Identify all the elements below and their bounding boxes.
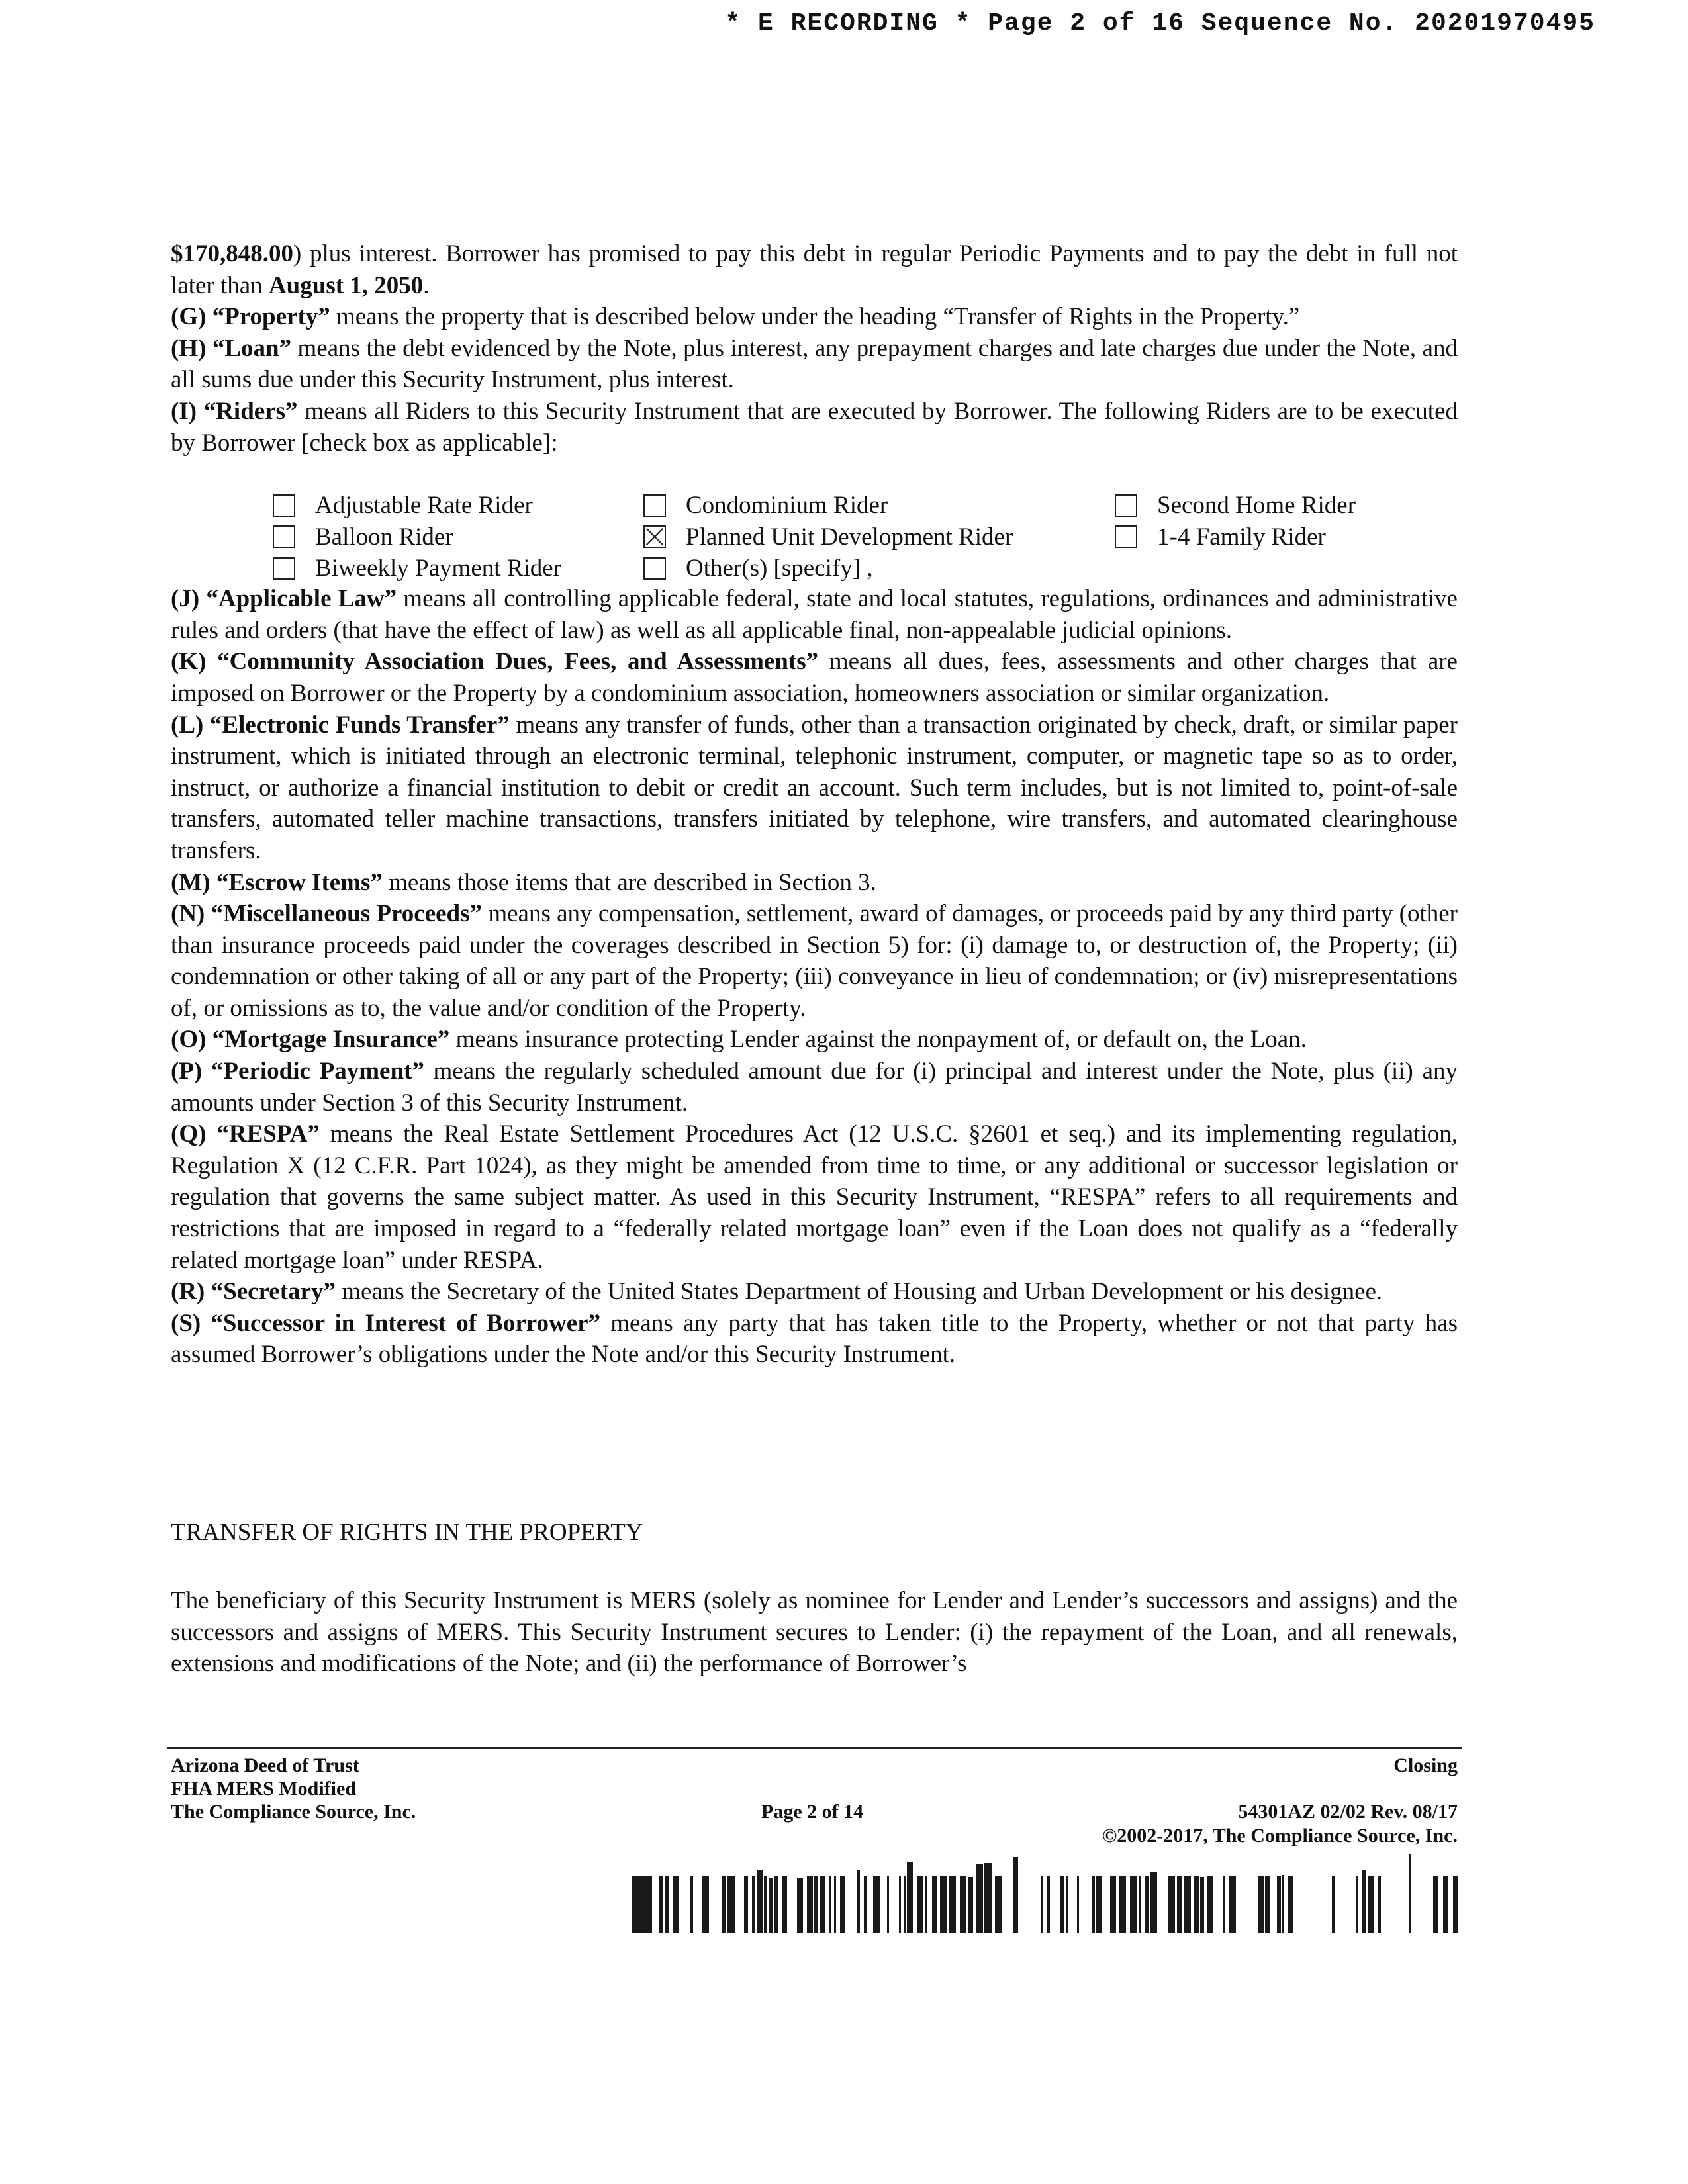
rider-condominium xyxy=(643,490,888,522)
definition-g xyxy=(171,301,1458,333)
definition-p xyxy=(171,1056,1458,1118)
barcode-bar xyxy=(1332,1876,1335,1933)
barcode-bar xyxy=(829,1876,831,1933)
barcode-bar xyxy=(968,1877,973,1933)
barcode-bar xyxy=(1130,1876,1137,1933)
barcode-bar xyxy=(1229,1876,1236,1933)
definition-m xyxy=(171,867,1458,899)
checkbox[interactable] xyxy=(1115,494,1137,517)
barcode-bar xyxy=(673,1876,679,1933)
barcode-bar xyxy=(797,1878,803,1933)
checkmark-x-icon xyxy=(645,527,665,547)
definition-text: means any compensation, settlement, award of damages, or proceeds paid by any third party (other than insurance proceeds paid under the coverages described in Section 5) for: (i) damage to, or destruction of, the Property; (ii) condemnation or other taking of all or any part of the Property; (iii) conveyance in lieu of condemnation; or (iv) misrepresentations of, or omissions as to, the value and/or condition of the Property. xyxy=(171,900,1458,1022)
footer-rule xyxy=(167,1747,1462,1749)
barcode-bar xyxy=(1288,1876,1293,1933)
checkbox[interactable] xyxy=(273,525,295,548)
rider-label: 1-4 Family Rider xyxy=(1157,523,1326,551)
barcode-bar xyxy=(1150,1872,1157,1933)
loan-amount: $170,848.00 xyxy=(171,240,293,267)
definition-term: (H) “Loan” xyxy=(171,334,292,362)
definition-term: (G) “Property” xyxy=(171,303,330,331)
transfer-heading: TRANSFER OF RIGHTS IN THE PROPERTY xyxy=(171,1519,643,1546)
barcode-bar xyxy=(820,1876,825,1933)
barcode-bar xyxy=(1200,1877,1204,1933)
barcode-bar xyxy=(1368,1876,1374,1933)
barcode xyxy=(632,1840,1463,1933)
transfer-section xyxy=(171,1585,1458,1680)
definition-r xyxy=(171,1276,1458,1308)
barcode-bar xyxy=(1223,1876,1225,1933)
barcode-bar xyxy=(722,1876,726,1933)
barcode-bar xyxy=(960,1876,966,1933)
definition-text: means the property that is described below under the heading “Transfer of Rights in the Property.” xyxy=(330,303,1300,331)
definition-text: means those items that are described in Section 3. xyxy=(382,868,876,896)
barcode-bar xyxy=(814,1876,818,1933)
barcode-bar xyxy=(917,1876,923,1933)
barcode-bar xyxy=(925,1876,927,1933)
definition-text: means any transfer of funds, other than a transaction originated by check, draft, or similar paper instrument, which is initiated through an electronic terminal, telephonic instrument, computer, or magnetic tape so as to order, instruct, or authorize a financial institution to debit or credit an account. Such term includes, but is not limited to, point-of-sale transfers, automated teller machine transactions, transfers initiated by telephone, wire transfers, and automated clearinghouse transfers. xyxy=(171,711,1458,864)
definition-f-continuation: $170,848.00) plus interest. Borrower has promised to pay this debt in regular Periodic Payments and to pay the debt in full not later than August 1, 2050. xyxy=(171,240,1458,299)
definition-term: (L) “Electronic Funds Transfer” xyxy=(171,711,510,739)
barcode-bar xyxy=(1207,1876,1213,1933)
definition-n xyxy=(171,898,1458,1024)
barcode-guard xyxy=(1433,1876,1438,1933)
barcode-bar xyxy=(904,1876,906,1933)
barcode-bar xyxy=(1013,1857,1018,1933)
barcode-bar xyxy=(659,1876,663,1933)
maturity-date: August 1, 2050 xyxy=(268,271,424,299)
barcode-bar xyxy=(1096,1876,1102,1933)
barcode-bar xyxy=(774,1876,778,1933)
barcode-bar xyxy=(949,1876,956,1933)
definition-term: (J) “Applicable Law” xyxy=(171,585,397,613)
rider-label: Biweekly Payment Rider xyxy=(315,555,561,582)
checkbox[interactable] xyxy=(643,525,666,548)
footer-form-info xyxy=(171,1754,416,1823)
barcode-bar xyxy=(1047,1876,1050,1933)
barcode-bar xyxy=(976,1864,983,1933)
barcode-bar xyxy=(995,1876,1002,1933)
definition-term: (M) “Escrow Items” xyxy=(171,868,383,896)
definition-i xyxy=(171,396,1458,459)
footer-form-title: Arizona Deed of Trust xyxy=(171,1754,359,1776)
definition-j xyxy=(171,583,1458,646)
barcode-bar xyxy=(899,1876,901,1933)
barcode-bar xyxy=(984,1863,992,1933)
rider-label: Balloon Rider xyxy=(315,523,453,551)
definition-text: means the Secretary of the United States Department of Housing and Urban Development or his designee. xyxy=(335,1278,1383,1306)
barcode-guard xyxy=(1443,1876,1448,1933)
barcode-bar xyxy=(1184,1876,1191,1933)
barcode-bar xyxy=(1110,1876,1116,1933)
definition-text: means insurance protecting Lender against the nonpayment of, or default on, the Loan. xyxy=(449,1026,1307,1054)
barcode-bar xyxy=(1077,1876,1079,1933)
rider-label: Condominium Rider xyxy=(686,492,888,519)
footer-form-subtitle: FHA MERS Modified xyxy=(171,1778,357,1799)
definition-s xyxy=(171,1308,1458,1371)
barcode-bar xyxy=(690,1876,693,1933)
definition-o xyxy=(171,1024,1458,1056)
definition-l xyxy=(171,709,1458,867)
definition-f-text: ) plus interest. Borrower has promised to pay this debt in regular Periodic Payments and to pay the debt in full not later than xyxy=(171,240,1458,299)
riders-checklist xyxy=(273,490,1464,589)
barcode-bar xyxy=(764,1876,767,1933)
rider-biweekly-payment xyxy=(273,553,561,584)
barcode-bar xyxy=(907,1862,913,1933)
barcode-bar xyxy=(1356,1876,1358,1933)
barcode-bar xyxy=(1066,1876,1068,1933)
definition-term: (I) “Riders” xyxy=(171,397,298,425)
transfer-paragraph: The beneficiary of this Security Instrument is MERS (solely as nominee for Lender and Lender’s successors and assigns) and the successors and assigns of MERS. This Security Instrument secures to Lender: (i) the repayment of the Loan, and all renewals, extensions and modifications of the Note; and (ii) the performance of Borrower’s xyxy=(171,1587,1458,1678)
barcode-bar xyxy=(702,1876,709,1933)
barcode-bar xyxy=(1139,1876,1141,1933)
recording-header: * E RECORDING * Page 2 of 16 Sequence No. 20201970495 xyxy=(725,9,1595,38)
barcode-bar xyxy=(807,1876,813,1933)
barcode-bar xyxy=(1041,1876,1043,1933)
footer-closing: Closing xyxy=(1393,1754,1458,1776)
barcode-bar xyxy=(1265,1876,1270,1933)
rider-label: Second Home Rider xyxy=(1157,492,1356,519)
definition-text: means all controlling applicable federal, state and local statutes, regulations, ordinances and administrative rules and orders (that have the effect of law) as well as all applicable final, non-appealable judicial opinions. xyxy=(171,585,1458,644)
definition-term: (N) “Miscellaneous Proceeds” xyxy=(171,900,483,928)
rider-balloon xyxy=(273,522,453,553)
rider-label: Planned Unit Development Rider xyxy=(686,523,1013,551)
rider-label: Other(s) [specify] , xyxy=(686,555,873,582)
rider-adjustable-rate xyxy=(273,490,533,522)
definition-q xyxy=(171,1118,1458,1276)
rider-other xyxy=(643,553,873,584)
barcode-bar xyxy=(1258,1876,1264,1933)
barcode-bar xyxy=(752,1876,755,1933)
definition-term: (Q) “RESPA” xyxy=(171,1120,320,1148)
barcode-bar xyxy=(1277,1876,1281,1933)
footer-publisher: The Compliance Source, Inc. xyxy=(171,1801,416,1823)
barcode-bar xyxy=(1060,1876,1064,1933)
rider-planned-unit-development xyxy=(643,522,1013,553)
checkbox[interactable] xyxy=(1115,525,1137,548)
footer-copyright: ©2002-2017, The Compliance Source, Inc. xyxy=(1102,1825,1458,1846)
definition-text: means the debt evidenced by the Note, plus interest, any prepayment charges and late charges due under the Note, and all sums due under this Security Instrument, plus interest. xyxy=(171,334,1458,394)
definition-term: (K) “Community Association Dues, Fees, and Assessments” xyxy=(171,648,819,676)
barcode-bar xyxy=(727,1876,735,1933)
definition-text: means the regularly scheduled amount due for (i) principal and interest under the Note, plus (ii) any amounts under Section 3 of this Security Instrument. xyxy=(171,1058,1458,1116)
definition-text: means any party that has taken title to the Property, whether or not that party has assumed Borrower’s obligations under the Note and/or this Security Instrument. xyxy=(171,1309,1458,1369)
definition-h xyxy=(171,333,1458,396)
barcode-bar xyxy=(1362,1870,1366,1933)
definition-term: (O) “Mortgage Insurance” xyxy=(171,1026,450,1054)
barcode-bar xyxy=(1282,1875,1284,1933)
checkbox[interactable] xyxy=(643,557,666,580)
barcode-guard xyxy=(1453,1876,1458,1933)
definition-text: means all dues, fees, assessments and other charges that are imposed on Borrower or the Property by a condominium association, homeowners association or similar organization. xyxy=(171,648,1458,707)
barcode-bar xyxy=(940,1876,947,1933)
definition-term: (S) “Successor in Interest of Borrower” xyxy=(171,1309,601,1337)
barcode-bar xyxy=(857,1870,860,1933)
barcode-bar xyxy=(1145,1876,1149,1933)
barcode-bar xyxy=(873,1876,880,1933)
checkbox[interactable] xyxy=(273,557,295,580)
barcode-bar xyxy=(665,1876,669,1933)
checkbox[interactable] xyxy=(643,494,666,517)
barcode-bar xyxy=(1378,1876,1381,1933)
barcode-bar xyxy=(932,1876,937,1933)
definition-text: means all Riders to this Security Instrument that are executed by Borrower. The following Riders are to be executed by Borrower [check box as applicable]: xyxy=(171,397,1458,457)
barcode-bar xyxy=(864,1876,867,1933)
definitions-section xyxy=(171,238,1458,1371)
barcode-bar xyxy=(1092,1876,1095,1933)
rider-second-home xyxy=(1115,490,1356,522)
barcode-bar xyxy=(1194,1876,1199,1933)
barcode-bar xyxy=(757,1870,763,1933)
barcode-bar xyxy=(834,1876,836,1933)
barcode-bar xyxy=(769,1878,773,1933)
footer-form-number: 54301AZ 02/02 Rev. 08/17 xyxy=(1238,1801,1458,1823)
barcode-bar xyxy=(1409,1854,1411,1933)
definition-text: means the Real Estate Settlement Procedures Act (12 U.S.C. §2601 et seq.) and its implementing regulation, Regulation X (12 C.F.R. Part 1024), as they might be amended from time to time, or any additional or successor legislation or regulation that governs the same subject matter. As used in this Security Instrument, “RESPA” refers to all requirements and restrictions that are imposed in regard to a “federally related mortgage loan” even if the Loan does not qualify as a “federally related mortgage loan” under RESPA. xyxy=(171,1120,1458,1274)
barcode-guard xyxy=(632,1876,652,1933)
rider-label: Adjustable Rate Rider xyxy=(315,492,533,519)
barcode-bar xyxy=(887,1876,889,1933)
checkbox[interactable] xyxy=(273,494,295,517)
barcode-bar xyxy=(744,1876,748,1933)
barcode-bar xyxy=(1177,1876,1182,1933)
rider-1-4-family xyxy=(1115,522,1326,553)
barcode-bar xyxy=(1168,1876,1175,1933)
definition-k xyxy=(171,646,1458,709)
barcode-bar xyxy=(782,1876,787,1933)
footer-page-number: Page 2 of 14 xyxy=(761,1801,864,1823)
barcode-bar xyxy=(1119,1876,1126,1933)
definition-term: (R) “Secretary” xyxy=(171,1278,336,1306)
definition-term: (P) “Periodic Payment” xyxy=(171,1058,424,1085)
barcode-bar xyxy=(840,1876,845,1933)
